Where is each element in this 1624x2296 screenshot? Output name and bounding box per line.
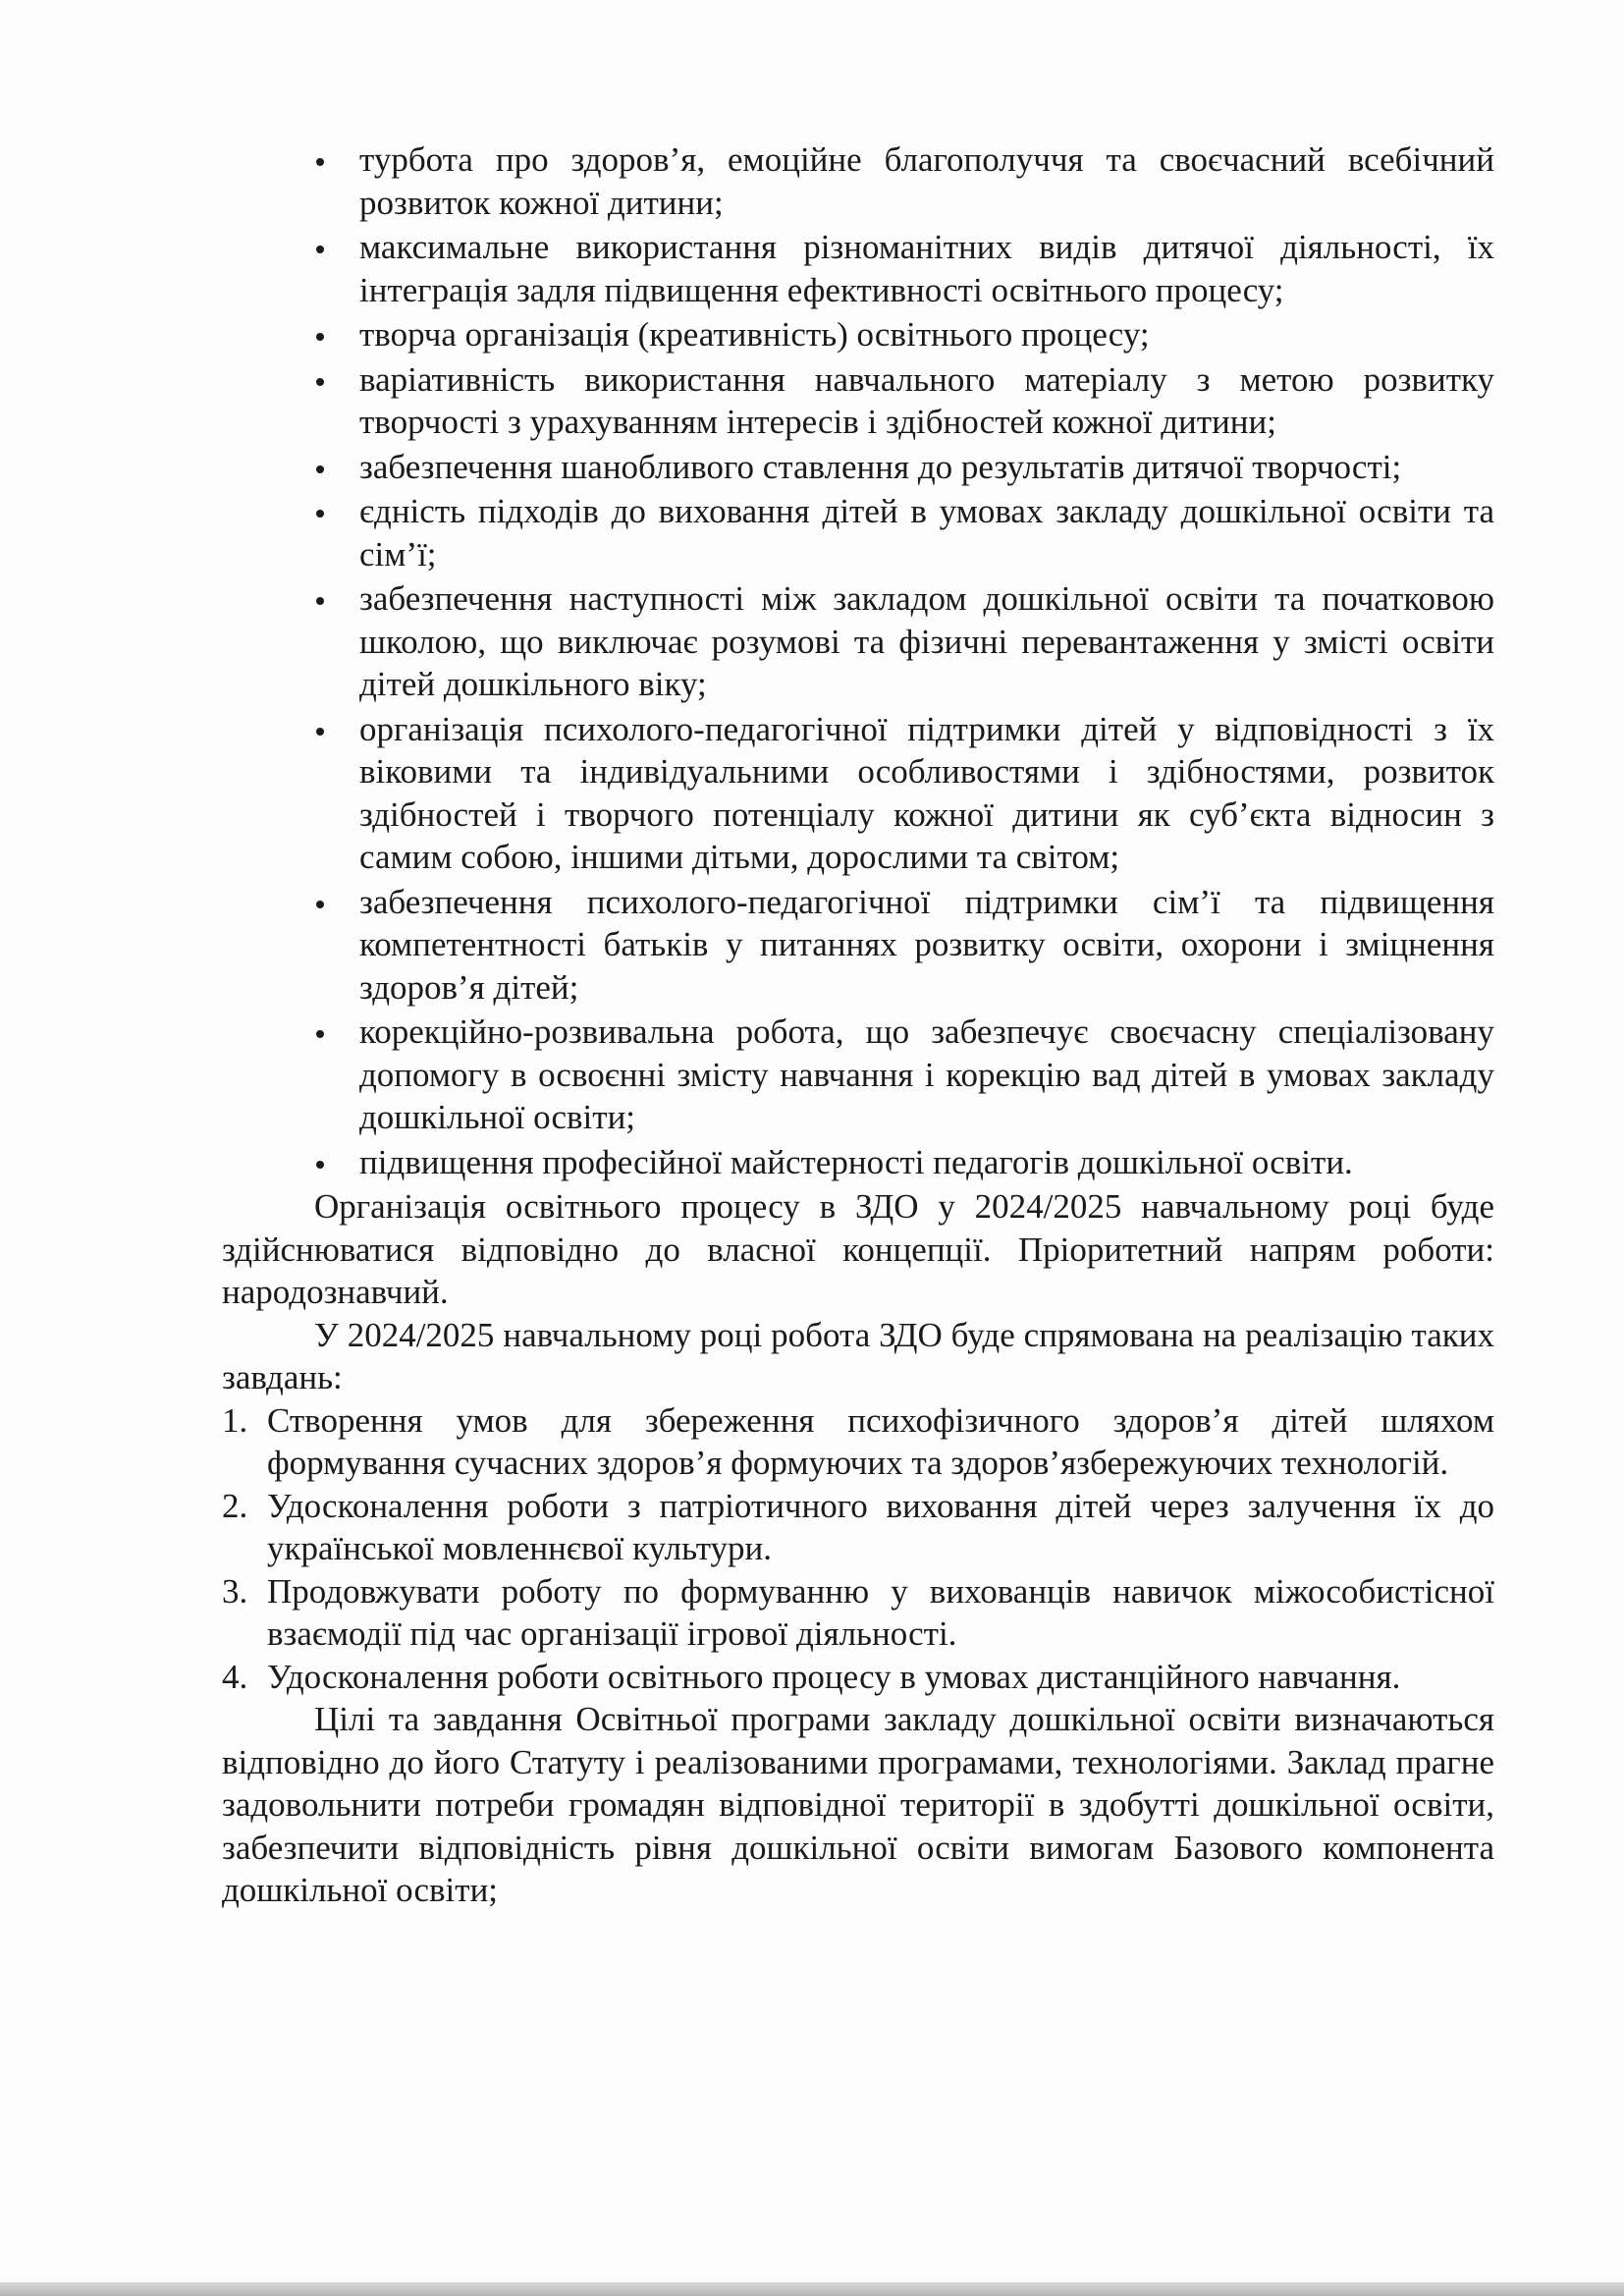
list-item-number: 2. [222,1486,248,1525]
list-item [222,1656,1494,1699]
principles-list [222,138,1494,1183]
list-item: турбота про здоров’я, емоційне благополуччя та своєчасний всебічний розвиток кожної дитини; [359,138,1494,224]
list-item: забезпечення шанобливого ставлення до результатів дитячої творчості; [359,446,1494,489]
paragraph-tasks-intro: У 2024/2025 навчальному році робота ЗДО буде спрямована на реалізацію таких завдань: [222,1315,1494,1396]
list-item: забезпечення наступності між закладом дошкільної освіти та початковою школою, що виключає розумові та фізичні перевантаження у змісті освіти дітей дошкільного віку; [359,577,1494,706]
list-item: творча організація (креативність) освітнього процесу; [359,313,1494,356]
list-item-number: 1. [222,1400,248,1440]
paragraph-concept: Організація освітнього процесу в ЗДО у 2024/2025 навчальному році буде здійснюватися відповідно до власної концепції. Пріоритетний напрям роботи: народознавчий. [222,1187,1494,1311]
list-item-number: 3. [222,1571,248,1611]
list-item [222,1399,1494,1485]
list-item-text: Удосконалення роботи освітнього процесу в умовах дистанційного навчання. [267,1657,1401,1696]
list-item-number: 4. [222,1657,248,1696]
list-item: максимальне використання різноманітних видів дитячої діяльності, їх інтеграція задля підвищення ефективності освітнього процесу; [359,226,1494,311]
list-item [222,1570,1494,1656]
document-body [222,138,1494,1912]
paragraph-goals: Цілі та завдання Освітньої програми закладу дошкільної освіти визначаються відповідно до його Статуту і реалізованими програмами, технологіями. Заклад прагне задовольнити потреби громадян відповідної території в здобутті дошкільної освіти, забезпечити відповідність рівня дошкільної освіти вимогам Базового компонента дошкільної освіти; [222,1700,1494,1909]
list-item [222,1485,1494,1570]
list-item-text: Удосконалення роботи з патріотичного виховання дітей через залучення їх до української мовленнєвої культури. [267,1486,1494,1567]
list-item: організація психолого-педагогічної підтримки дітей у відповідності з їх віковими та індивідуальними особливостями і здібностями, розвиток здібностей і творчого потенціалу кожної дитини як суб’єкта відносин з самим собою, іншими дітьми, дорослими та світом; [359,708,1494,879]
scan-edge [0,2282,1624,2296]
list-item: корекційно-розвивальна робота, що забезпечує своєчасну спеціалізовану допомогу в освоєнні змісту навчання і корекцію вад дітей в умовах закладу дошкільної освіти; [359,1011,1494,1139]
list-item-text: Продовжувати роботу по формуванню у вихованців навичок міжособистісної взаємодії під час організації ігрової діяльності. [267,1571,1494,1653]
list-item: забезпечення психолого-педагогічної підтримки сім’ї та підвищення компетентності батьків у питаннях розвитку освіти, охорони і зміцнення здоров’я дітей; [359,881,1494,1010]
list-item-text: Створення умов для збереження психофізичного здоров’я дітей шляхом формування сучасних здоров’я формуючих та здоров’язбережуючих технологій. [267,1400,1494,1482]
tasks-list [222,1399,1494,1699]
list-item: підвищення професійної майстерності педагогів дошкільної освіти. [359,1141,1494,1184]
list-item: єдність підходів до виховання дітей в умовах закладу дошкільної освіти та сім’ї; [359,490,1494,575]
list-item: варіативність використання навчального матеріалу з метою розвитку творчості з урахуванням інтересів і здібностей кожної дитини; [359,358,1494,444]
